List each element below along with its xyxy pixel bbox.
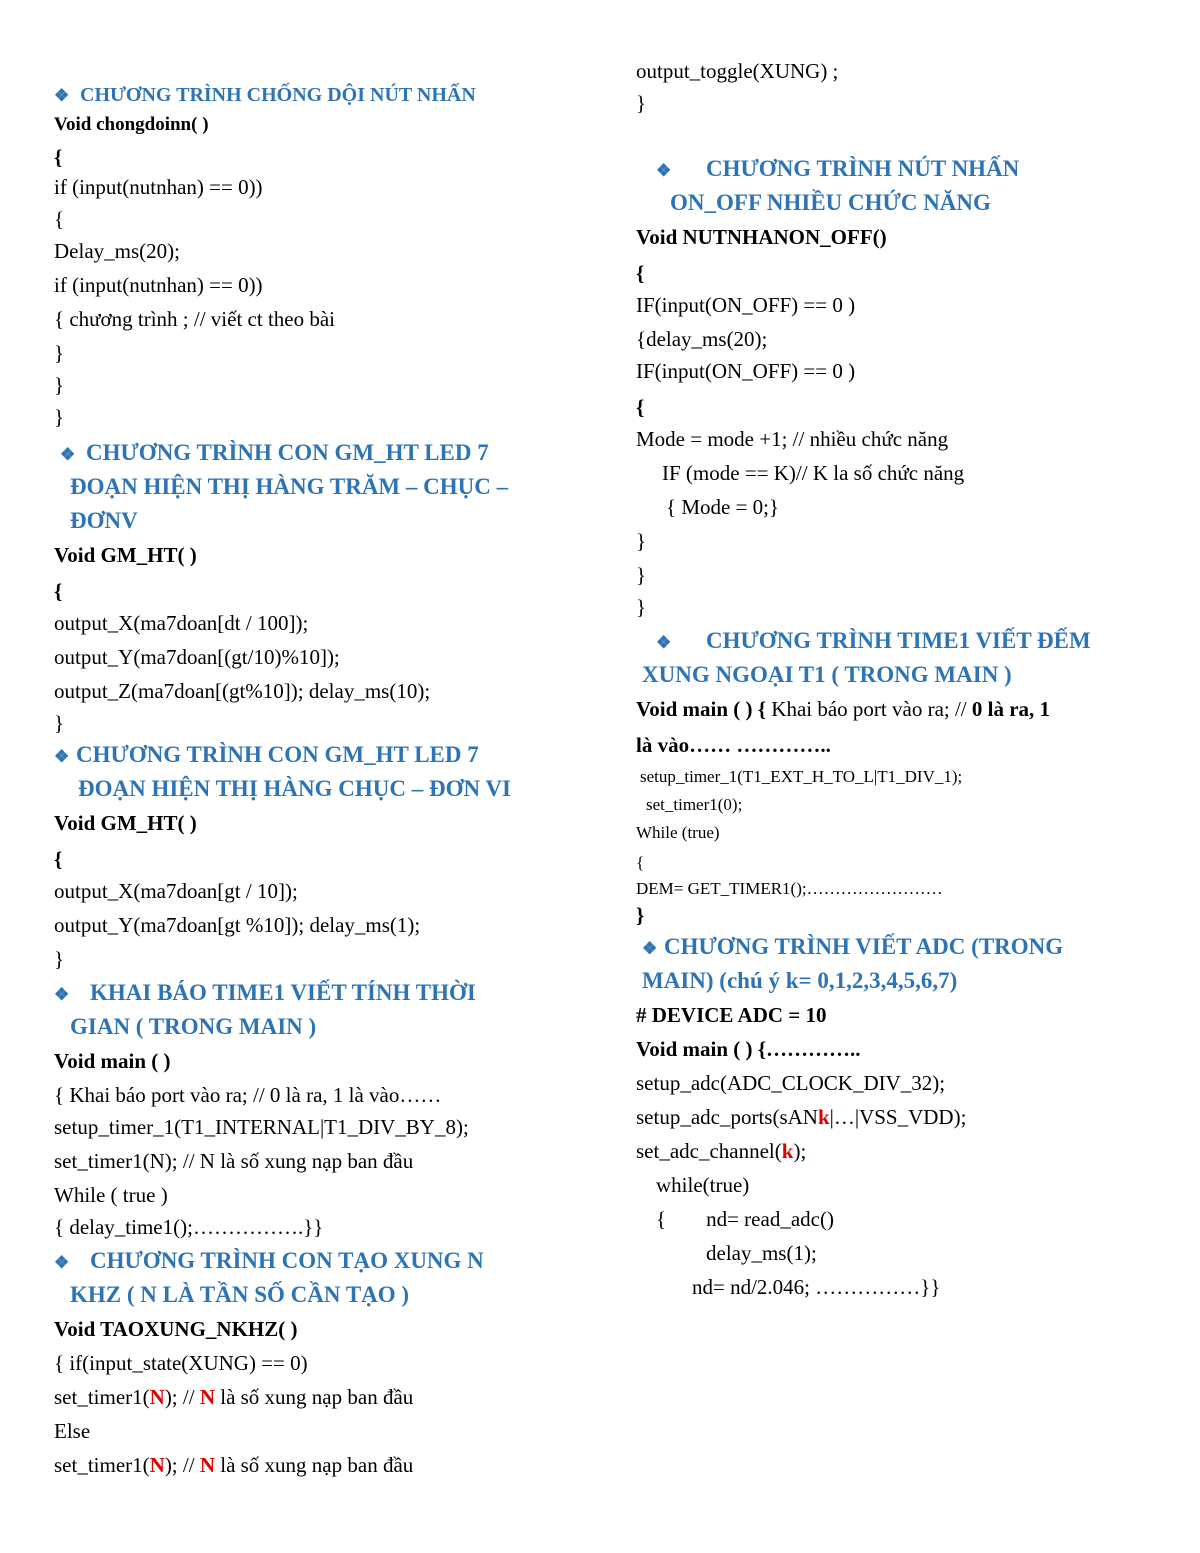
- code-line: Void GM_HT( ): [54, 811, 197, 835]
- section-heading-line: GIAN ( TRONG MAIN ): [70, 1014, 317, 1039]
- section-heading-line: XUNG NGOẠI T1 ( TRONG MAIN ): [642, 662, 1012, 687]
- section-heading-line: ĐƠNV: [70, 508, 138, 533]
- code-line: }: [54, 341, 65, 365]
- code-line: { if(input_state(XUNG) == 0): [54, 1351, 308, 1375]
- code-line: IF(input(ON_OFF) == 0 ): [636, 359, 856, 383]
- code-line: }: [54, 405, 65, 429]
- code-line: { chương trình ; // viết ct theo bài: [54, 307, 336, 331]
- code-line: while(true): [656, 1173, 750, 1197]
- code-line: set_timer1(0);: [646, 795, 743, 814]
- section-heading-line: KHZ ( N LÀ TẦN SỐ CẦN TẠO ): [70, 1282, 410, 1307]
- code-line: { Khai báo port vào ra; // 0 là ra, 1 là vào……: [54, 1083, 442, 1107]
- section-heading-timer1-counter: ❖ CHƯƠNG TRÌNH TIME1 VIẾT ĐẾM: [656, 626, 1091, 658]
- section-heading-adc: ❖ CHƯƠNG TRÌNH VIẾT ADC (TRONG: [642, 932, 1063, 964]
- code-line: # DEVICE ADC = 10: [636, 1003, 827, 1027]
- code-line: output_X(ma7doan[gt / 10]);: [54, 879, 298, 903]
- code-line: Else: [54, 1419, 91, 1443]
- code-line: setup_timer_1(T1_INTERNAL|T1_DIV_BY_8);: [54, 1115, 469, 1139]
- code-line: setup_adc_ports(sANk|…|VSS_VDD);: [636, 1105, 967, 1129]
- section-heading-led7-tens: ❖ CHƯƠNG TRÌNH CON GM_HT LED 7: [54, 740, 479, 772]
- code-line: set_adc_channel(k);: [636, 1139, 807, 1163]
- code-line: IF(input(ON_OFF) == 0 ): [636, 293, 856, 317]
- bullet-icon: ❖: [642, 939, 658, 958]
- bullet-icon: ❖: [54, 985, 70, 1004]
- code-line: Void chongdoinn( ): [54, 114, 209, 135]
- code-line: {: [54, 207, 65, 231]
- code-line: {: [54, 145, 63, 169]
- code-line: }: [636, 529, 647, 553]
- section-heading-line: ĐOẠN HIỆN THỊ HÀNG TRĂM – CHỤC –: [70, 474, 509, 499]
- code-line: { Mode = 0;}: [666, 495, 780, 519]
- code-line: {: [54, 847, 63, 871]
- code-line: { delay_time1();…………….}}: [54, 1215, 324, 1239]
- section-heading-on-off: ❖ CHƯƠNG TRÌNH NÚT NHẤN: [656, 154, 1019, 186]
- code-line: }: [54, 711, 65, 735]
- code-line: }: [54, 373, 65, 397]
- code-line: delay_ms(1);: [706, 1241, 817, 1265]
- code-line: IF (mode == K)// K la số chức năng: [662, 461, 965, 485]
- code-line: {delay_ms(20);: [636, 327, 768, 351]
- bullet-icon: ❖: [60, 445, 76, 464]
- code-line: setup_timer_1(T1_EXT_H_TO_L|T1_DIV_1);: [640, 767, 963, 786]
- code-line: Void TAOXUNG_NKHZ( ): [54, 1317, 298, 1341]
- code-line: While (true): [636, 823, 720, 842]
- code-line: {: [54, 579, 63, 603]
- code-line: While ( true ): [54, 1183, 168, 1207]
- section-heading-line: MAIN) (chú ý k= 0,1,2,3,4,5,6,7): [642, 968, 958, 993]
- code-line: Mode = mode +1; // nhiều chức năng: [636, 427, 949, 451]
- code-line: {: [636, 395, 645, 419]
- bullet-icon: ❖: [54, 86, 70, 105]
- code-line: if (input(nutnhan) == 0)): [54, 273, 263, 297]
- code-line: }: [636, 903, 645, 927]
- code-line: { nd= read_adc(): [656, 1207, 834, 1231]
- code-line: }: [636, 91, 647, 115]
- code-line: set_timer1(N); // N là số xung nạp ban đầu: [54, 1385, 414, 1409]
- code-line: output_Z(ma7doan[(gt%10]); delay_ms(10);: [54, 679, 431, 703]
- code-line: Delay_ms(20);: [54, 239, 180, 263]
- code-line: {: [636, 853, 645, 872]
- code-line: set_timer1(N); // N là số xung nạp ban đầu: [54, 1453, 414, 1477]
- code-line: Void main ( ) { Khai báo port vào ra; // 0 là ra, 1: [636, 697, 1051, 721]
- section-heading-line: ĐOẠN HIỆN THỊ HÀNG CHỤC – ĐƠN VI: [78, 776, 512, 801]
- code-line: }: [636, 563, 647, 587]
- code-line: setup_adc(ADC_CLOCK_DIV_32);: [636, 1071, 946, 1095]
- code-line: DEM= GET_TIMER1();……………………: [636, 879, 943, 898]
- code-line: set_timer1(N); // N là số xung nạp ban đầu: [54, 1149, 414, 1173]
- bullet-icon: ❖: [54, 1253, 70, 1272]
- code-line: }: [636, 595, 647, 619]
- code-line: output_Y(ma7doan[(gt/10)%10]);: [54, 645, 340, 669]
- code-line: output_Y(ma7doan[gt %10]); delay_ms(1);: [54, 913, 421, 937]
- section-heading-debounce: ❖ CHƯƠNG TRÌNH CHỐNG DỘI NÚT NHẤN: [54, 80, 476, 111]
- code-line: Void GM_HT( ): [54, 543, 197, 567]
- section-heading-led7-hundreds: ❖ CHƯƠNG TRÌNH CON GM_HT LED 7: [60, 438, 489, 470]
- code-line: là vào…… …………..: [636, 733, 831, 757]
- section-heading-line: ON_OFF NHIỀU CHỨC NĂNG: [670, 190, 991, 215]
- section-heading-timer1-time: ❖ KHAI BÁO TIME1 VIẾT TÍNH THỜI: [54, 978, 476, 1010]
- code-line: output_X(ma7doan[dt / 100]);: [54, 611, 309, 635]
- code-line: Void main ( ) {…………..: [636, 1037, 861, 1061]
- bullet-icon: ❖: [656, 633, 672, 652]
- code-line: nd= nd/2.046; ……………}}: [692, 1275, 941, 1299]
- bullet-icon: ❖: [54, 747, 70, 766]
- code-line: Void NUTNHANON_OFF(): [636, 225, 887, 249]
- section-heading-pulse-gen: ❖ CHƯƠNG TRÌNH CON TẠO XUNG N: [54, 1246, 484, 1278]
- code-line: Void main ( ): [54, 1049, 171, 1073]
- bullet-icon: ❖: [656, 161, 672, 180]
- code-line: {: [636, 261, 645, 285]
- code-line: output_toggle(XUNG) ;: [636, 59, 839, 83]
- code-line: }: [54, 947, 65, 971]
- code-line: if (input(nutnhan) == 0)): [54, 175, 263, 199]
